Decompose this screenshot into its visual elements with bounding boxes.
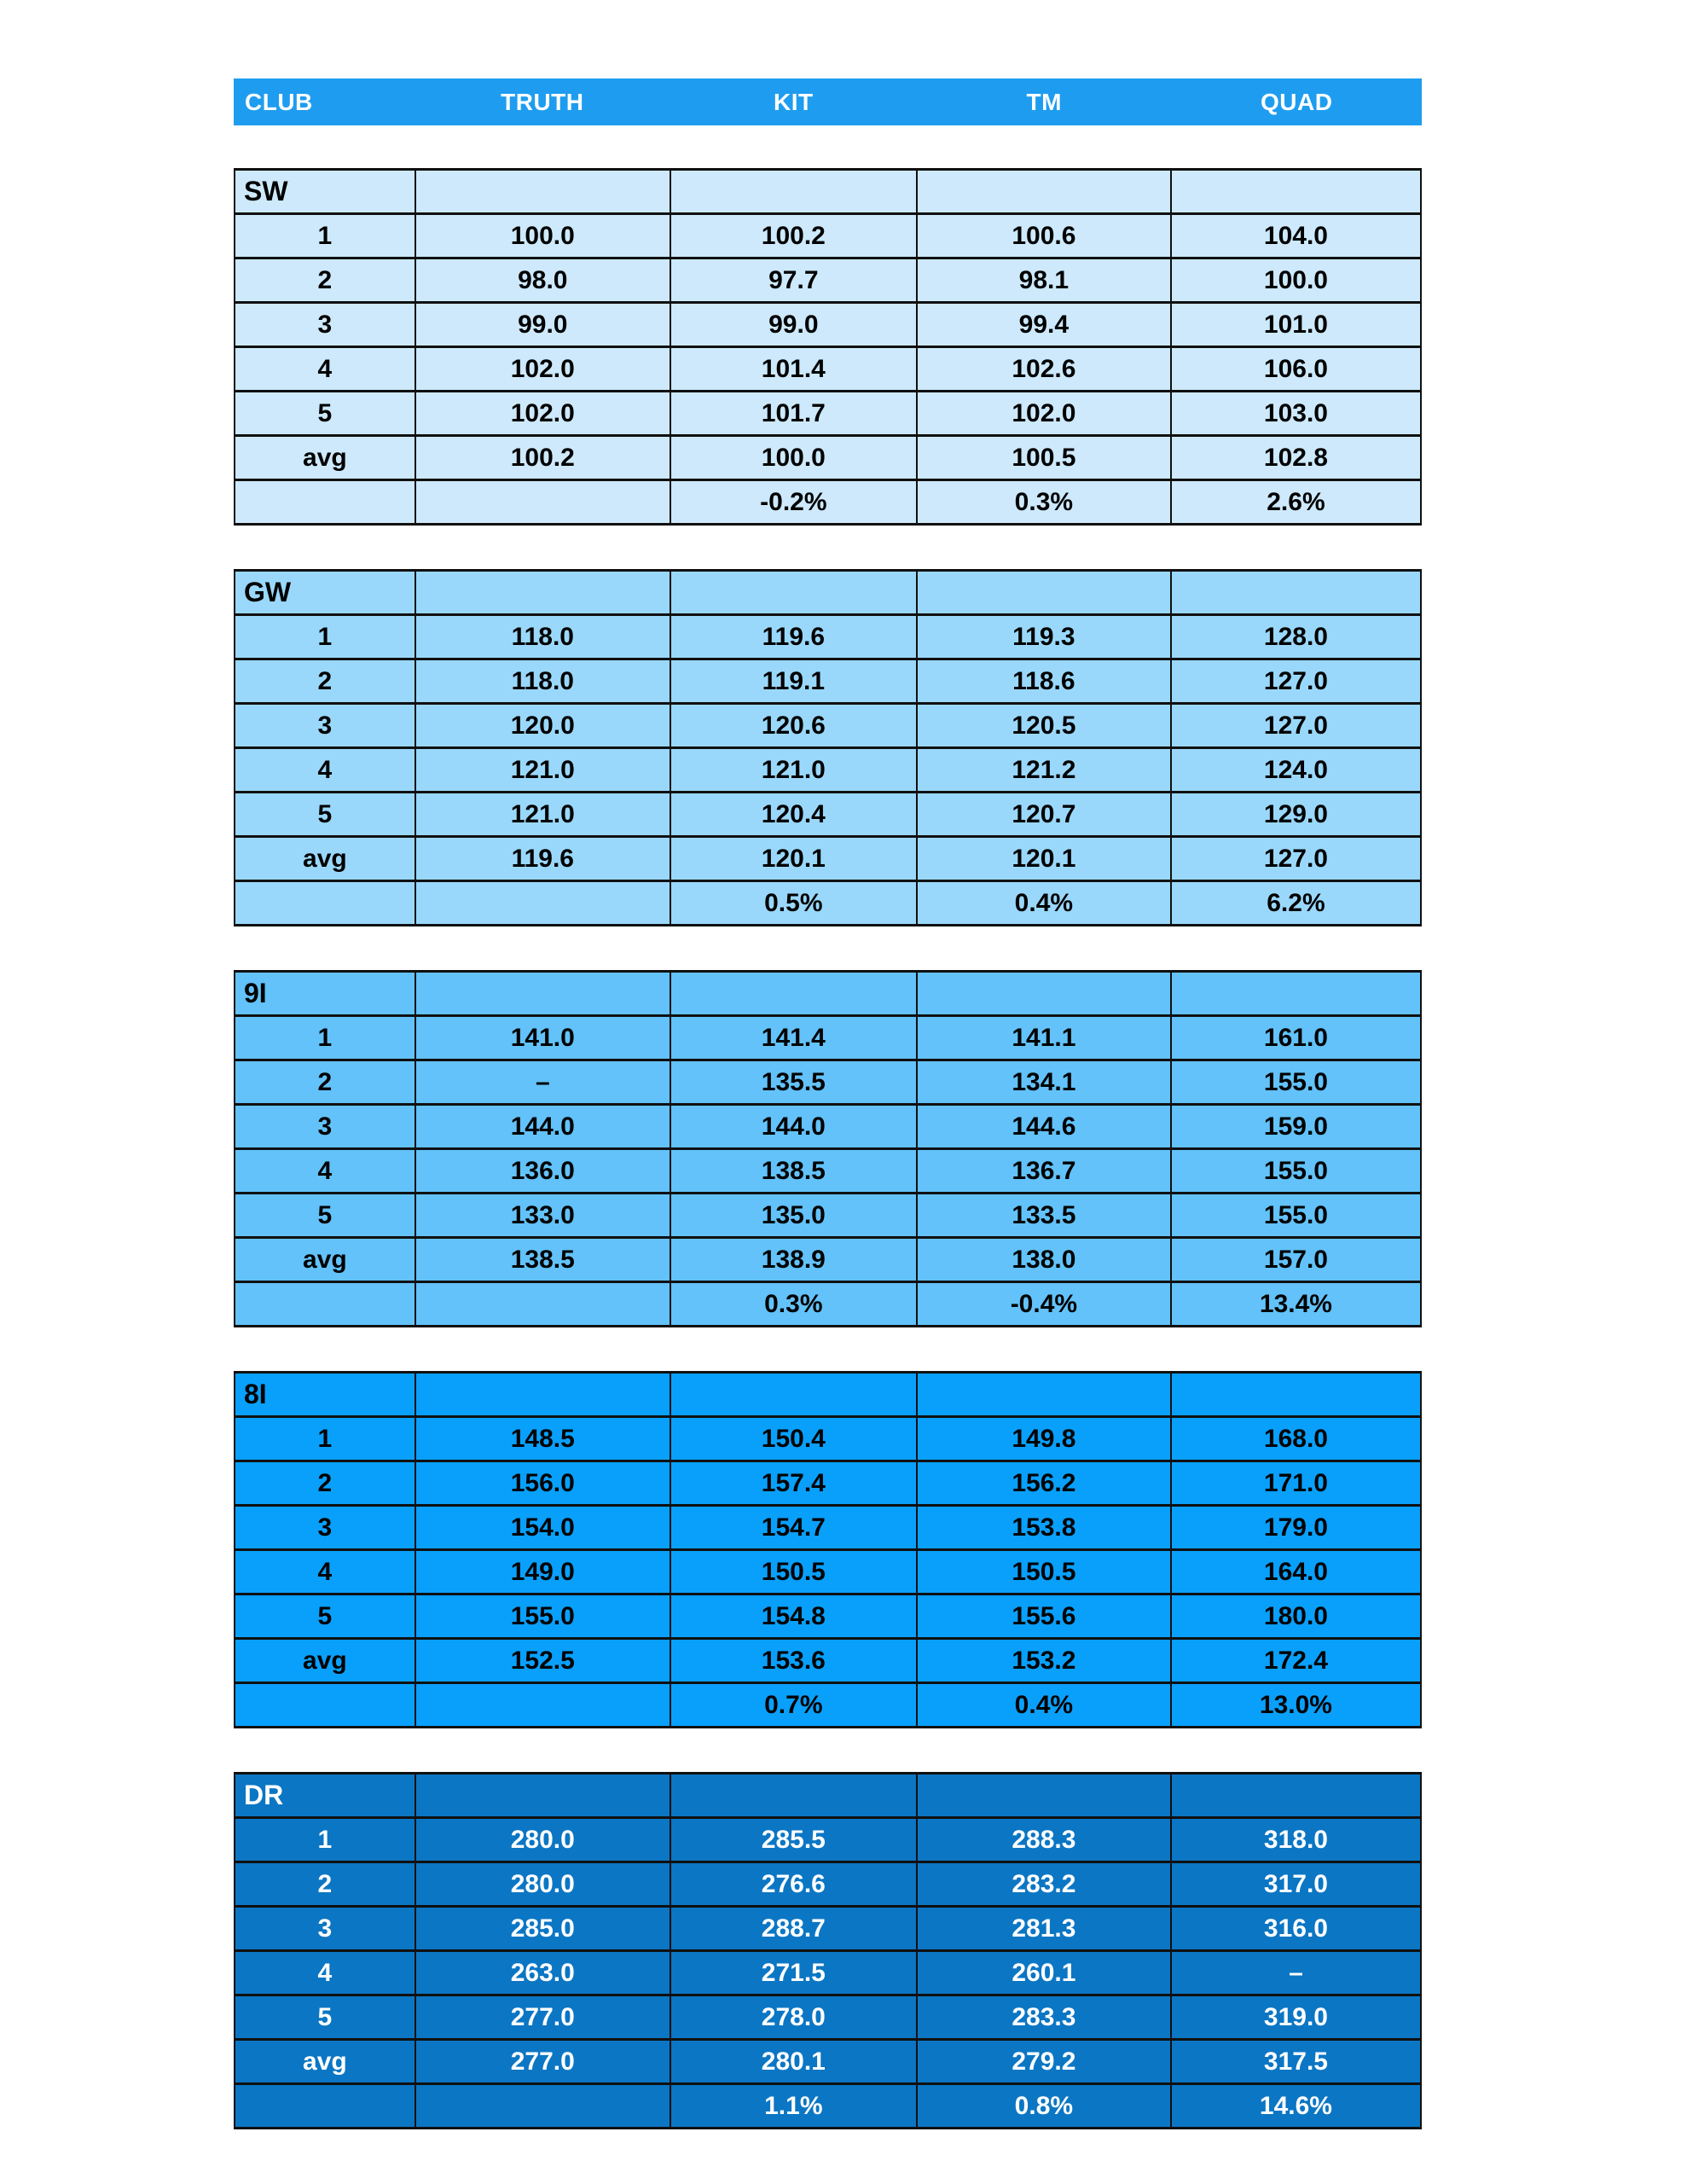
- shot-row: [235, 1995, 1421, 2040]
- club-name-row: [235, 170, 1421, 214]
- truth-value[interactable]: 280.0: [415, 1862, 670, 1907]
- row-label[interactable]: 4: [235, 748, 415, 793]
- truth-value[interactable]: 277.0: [415, 1995, 670, 2040]
- empty-cell[interactable]: [670, 972, 917, 1016]
- tm-value[interactable]: 136.7: [917, 1149, 1171, 1194]
- truth-value[interactable]: –: [415, 1060, 670, 1105]
- truth-value[interactable]: 121.0: [415, 748, 670, 793]
- row-label[interactable]: 3: [235, 1907, 415, 1951]
- tm-value[interactable]: 283.2: [917, 1862, 1171, 1907]
- quad-value[interactable]: 172.4: [1171, 1639, 1421, 1683]
- shot-row: [235, 1907, 1421, 1951]
- quad-percent[interactable]: 13.0%: [1171, 1683, 1421, 1728]
- shot-row: [235, 793, 1421, 837]
- empty-cell[interactable]: [1171, 1774, 1421, 1818]
- quad-value[interactable]: 161.0: [1171, 1016, 1421, 1060]
- percent-row: [235, 2084, 1421, 2129]
- empty-cell[interactable]: [1171, 170, 1421, 214]
- empty-cell[interactable]: [917, 1373, 1171, 1417]
- sheet-content: [234, 78, 1422, 2129]
- row-label[interactable]: 4: [235, 1550, 415, 1594]
- avg-row: [235, 1238, 1421, 1282]
- truth-value[interactable]: 155.0: [415, 1594, 670, 1639]
- row-label[interactable]: 4: [235, 347, 415, 392]
- kit-value[interactable]: 144.0: [670, 1105, 917, 1149]
- club-label[interactable]: SW: [235, 170, 415, 214]
- truth-value[interactable]: 102.0: [415, 392, 670, 436]
- empty-cell[interactable]: [235, 1683, 415, 1728]
- tm-value[interactable]: 283.3: [917, 1995, 1171, 2040]
- shot-row: [235, 1105, 1421, 1149]
- kit-value[interactable]: 280.1: [670, 2040, 917, 2084]
- kit-value[interactable]: 154.8: [670, 1594, 917, 1639]
- row-label[interactable]: avg: [235, 2040, 415, 2084]
- kit-value[interactable]: 135.5: [670, 1060, 917, 1105]
- percent-row: [235, 1282, 1421, 1327]
- tm-value[interactable]: 288.3: [917, 1818, 1171, 1862]
- row-label[interactable]: 3: [235, 1506, 415, 1550]
- truth-value[interactable]: 98.0: [415, 258, 670, 303]
- truth-value[interactable]: 285.0: [415, 1907, 670, 1951]
- column-header-tm[interactable]: TM: [1026, 88, 1062, 115]
- avg-row: [235, 837, 1421, 881]
- empty-cell[interactable]: [415, 1282, 670, 1327]
- truth-value[interactable]: 152.5: [415, 1639, 670, 1683]
- empty-cell[interactable]: [670, 571, 917, 615]
- kit-value[interactable]: 154.7: [670, 1506, 917, 1550]
- empty-cell[interactable]: [917, 170, 1171, 214]
- quad-value[interactable]: 124.0: [1171, 748, 1421, 793]
- empty-cell[interactable]: [1171, 972, 1421, 1016]
- kit-value[interactable]: 119.6: [670, 615, 917, 659]
- kit-value[interactable]: 120.6: [670, 704, 917, 748]
- quad-value[interactable]: 159.0: [1171, 1105, 1421, 1149]
- shot-row: [235, 1060, 1421, 1105]
- tm-value[interactable]: 133.5: [917, 1194, 1171, 1238]
- empty-cell[interactable]: [415, 480, 670, 525]
- tm-value[interactable]: 153.2: [917, 1639, 1171, 1683]
- club-label[interactable]: DR: [235, 1774, 415, 1818]
- quad-percent[interactable]: 14.6%: [1171, 2084, 1421, 2129]
- row-label[interactable]: 1: [235, 1016, 415, 1060]
- shot-row: [235, 659, 1421, 704]
- kit-value[interactable]: 120.4: [670, 793, 917, 837]
- quad-value[interactable]: 164.0: [1171, 1550, 1421, 1594]
- quad-value[interactable]: 155.0: [1171, 1060, 1421, 1105]
- tm-value[interactable]: 100.6: [917, 214, 1171, 258]
- truth-value[interactable]: 99.0: [415, 303, 670, 347]
- quad-value[interactable]: 318.0: [1171, 1818, 1421, 1862]
- quad-value[interactable]: 129.0: [1171, 793, 1421, 837]
- tm-value[interactable]: 120.7: [917, 793, 1171, 837]
- empty-cell[interactable]: [670, 170, 917, 214]
- kit-value[interactable]: 150.4: [670, 1417, 917, 1461]
- kit-value[interactable]: 99.0: [670, 303, 917, 347]
- row-label[interactable]: 3: [235, 303, 415, 347]
- shot-row: [235, 1818, 1421, 1862]
- row-label[interactable]: 3: [235, 1105, 415, 1149]
- club-label[interactable]: GW: [235, 571, 415, 615]
- club-name-row: [235, 1774, 1421, 1818]
- kit-percent[interactable]: 1.1%: [670, 2084, 917, 2129]
- quad-value[interactable]: 127.0: [1171, 659, 1421, 704]
- empty-cell[interactable]: [415, 170, 670, 214]
- tm-percent[interactable]: 0.3%: [917, 480, 1171, 525]
- truth-value[interactable]: 148.5: [415, 1417, 670, 1461]
- quad-value[interactable]: 103.0: [1171, 392, 1421, 436]
- shot-row: [235, 1506, 1421, 1550]
- kit-value[interactable]: 135.0: [670, 1194, 917, 1238]
- avg-row: [235, 436, 1421, 480]
- quad-value[interactable]: 155.0: [1171, 1149, 1421, 1194]
- shot-row: [235, 1417, 1421, 1461]
- club-table-9i: [234, 970, 1422, 1327]
- club-label[interactable]: 8I: [235, 1373, 415, 1417]
- empty-cell[interactable]: [1171, 1373, 1421, 1417]
- empty-cell[interactable]: [670, 1774, 917, 1818]
- shot-row: [235, 347, 1421, 392]
- empty-cell[interactable]: [235, 480, 415, 525]
- row-label[interactable]: 1: [235, 1818, 415, 1862]
- shot-row: [235, 1594, 1421, 1639]
- kit-value[interactable]: 138.5: [670, 1149, 917, 1194]
- tm-value[interactable]: 120.1: [917, 837, 1171, 881]
- column-header-quad[interactable]: QUAD: [1261, 88, 1333, 115]
- kit-value[interactable]: 285.5: [670, 1818, 917, 1862]
- quad-value[interactable]: 155.0: [1171, 1194, 1421, 1238]
- row-label[interactable]: avg: [235, 1238, 415, 1282]
- truth-value[interactable]: 156.0: [415, 1461, 670, 1506]
- shot-row: [235, 1461, 1421, 1506]
- percent-row: [235, 881, 1421, 926]
- kit-percent[interactable]: 0.5%: [670, 881, 917, 926]
- quad-value[interactable]: 317.5: [1171, 2040, 1421, 2084]
- shot-row: [235, 1149, 1421, 1194]
- quad-value[interactable]: 102.8: [1171, 436, 1421, 480]
- tm-value[interactable]: 141.1: [917, 1016, 1171, 1060]
- empty-cell[interactable]: [415, 1774, 670, 1818]
- truth-value[interactable]: 280.0: [415, 1818, 670, 1862]
- quad-value[interactable]: 180.0: [1171, 1594, 1421, 1639]
- club-tables: [234, 168, 1422, 2129]
- tm-value[interactable]: 100.5: [917, 436, 1171, 480]
- truth-value[interactable]: 263.0: [415, 1951, 670, 1995]
- truth-value[interactable]: 277.0: [415, 2040, 670, 2084]
- row-label[interactable]: 5: [235, 1995, 415, 2040]
- club-label[interactable]: 9I: [235, 972, 415, 1016]
- row-label[interactable]: 5: [235, 1194, 415, 1238]
- tm-value[interactable]: 99.4: [917, 303, 1171, 347]
- tm-value[interactable]: 121.2: [917, 748, 1171, 793]
- quad-value[interactable]: 319.0: [1171, 1995, 1421, 2040]
- quad-value[interactable]: 168.0: [1171, 1417, 1421, 1461]
- kit-value[interactable]: 288.7: [670, 1907, 917, 1951]
- row-label[interactable]: 1: [235, 615, 415, 659]
- tm-value[interactable]: 134.1: [917, 1060, 1171, 1105]
- tm-value[interactable]: 149.8: [917, 1417, 1171, 1461]
- tm-value[interactable]: 153.8: [917, 1506, 1171, 1550]
- empty-cell[interactable]: [415, 1373, 670, 1417]
- club-name-row: [235, 1373, 1421, 1417]
- truth-value[interactable]: 120.0: [415, 704, 670, 748]
- truth-value[interactable]: 100.0: [415, 214, 670, 258]
- shot-row: [235, 392, 1421, 436]
- kit-percent[interactable]: 0.3%: [670, 1282, 917, 1327]
- kit-value[interactable]: 278.0: [670, 1995, 917, 2040]
- quad-value[interactable]: 317.0: [1171, 1862, 1421, 1907]
- tm-value[interactable]: 119.3: [917, 615, 1171, 659]
- tm-value[interactable]: 156.2: [917, 1461, 1171, 1506]
- row-label[interactable]: 2: [235, 1461, 415, 1506]
- tm-value[interactable]: 155.6: [917, 1594, 1171, 1639]
- row-label[interactable]: 3: [235, 704, 415, 748]
- shot-row: [235, 1194, 1421, 1238]
- quad-value[interactable]: 127.0: [1171, 837, 1421, 881]
- empty-cell[interactable]: [670, 1373, 917, 1417]
- row-label[interactable]: 5: [235, 1594, 415, 1639]
- empty-cell[interactable]: [235, 1282, 415, 1327]
- shot-row: [235, 615, 1421, 659]
- shot-row: [235, 1550, 1421, 1594]
- quad-percent[interactable]: 2.6%: [1171, 480, 1421, 525]
- row-label[interactable]: avg: [235, 837, 415, 881]
- empty-cell[interactable]: [917, 1774, 1171, 1818]
- quad-value[interactable]: 128.0: [1171, 615, 1421, 659]
- club-name-row: [235, 571, 1421, 615]
- percent-row: [235, 1683, 1421, 1728]
- tm-percent[interactable]: -0.4%: [917, 1282, 1171, 1327]
- kit-value[interactable]: 97.7: [670, 258, 917, 303]
- kit-value[interactable]: 101.4: [670, 347, 917, 392]
- club-table-sw: [234, 168, 1422, 526]
- truth-value[interactable]: 133.0: [415, 1194, 670, 1238]
- row-label[interactable]: 2: [235, 659, 415, 704]
- quad-value[interactable]: 127.0: [1171, 704, 1421, 748]
- column-header-kit[interactable]: KIT: [773, 88, 814, 115]
- column-header-row: [234, 78, 1422, 125]
- row-label[interactable]: 1: [235, 1417, 415, 1461]
- empty-cell[interactable]: [415, 571, 670, 615]
- kit-value[interactable]: 138.9: [670, 1238, 917, 1282]
- club-name-row: [235, 972, 1421, 1016]
- tm-value[interactable]: 120.5: [917, 704, 1171, 748]
- empty-cell[interactable]: [235, 881, 415, 926]
- column-header-truth[interactable]: TRUTH: [501, 88, 584, 115]
- row-label[interactable]: 2: [235, 1060, 415, 1105]
- row-label[interactable]: avg: [235, 436, 415, 480]
- truth-value[interactable]: 149.0: [415, 1550, 670, 1594]
- shot-row: [235, 1862, 1421, 1907]
- shot-row: [235, 258, 1421, 303]
- kit-value[interactable]: 150.5: [670, 1550, 917, 1594]
- shot-row: [235, 748, 1421, 793]
- row-label[interactable]: 5: [235, 392, 415, 436]
- kit-percent[interactable]: -0.2%: [670, 480, 917, 525]
- avg-row: [235, 1639, 1421, 1683]
- shot-row: [235, 1016, 1421, 1060]
- row-label[interactable]: 2: [235, 1862, 415, 1907]
- empty-cell[interactable]: [917, 972, 1171, 1016]
- quad-value[interactable]: 171.0: [1171, 1461, 1421, 1506]
- empty-cell[interactable]: [1171, 571, 1421, 615]
- truth-value[interactable]: 141.0: [415, 1016, 670, 1060]
- tm-value[interactable]: 102.6: [917, 347, 1171, 392]
- tm-value[interactable]: 102.0: [917, 392, 1171, 436]
- quad-value[interactable]: 101.0: [1171, 303, 1421, 347]
- truth-value[interactable]: 119.6: [415, 837, 670, 881]
- tm-percent[interactable]: 0.8%: [917, 2084, 1171, 2129]
- quad-value[interactable]: 316.0: [1171, 1907, 1421, 1951]
- empty-cell[interactable]: [917, 571, 1171, 615]
- tm-value[interactable]: 138.0: [917, 1238, 1171, 1282]
- tm-percent[interactable]: 0.4%: [917, 1683, 1171, 1728]
- tm-value[interactable]: 150.5: [917, 1550, 1171, 1594]
- quad-value[interactable]: –: [1171, 1951, 1421, 1995]
- avg-row: [235, 2040, 1421, 2084]
- row-label[interactable]: 2: [235, 258, 415, 303]
- kit-value[interactable]: 157.4: [670, 1461, 917, 1506]
- shot-row: [235, 303, 1421, 347]
- club-table-8i: [234, 1371, 1422, 1728]
- kit-value[interactable]: 121.0: [670, 748, 917, 793]
- tm-percent[interactable]: 0.4%: [917, 881, 1171, 926]
- truth-value[interactable]: 154.0: [415, 1506, 670, 1550]
- quad-value[interactable]: 179.0: [1171, 1506, 1421, 1550]
- empty-cell[interactable]: [415, 1683, 670, 1728]
- empty-cell[interactable]: [235, 2084, 415, 2129]
- quad-percent[interactable]: 6.2%: [1171, 881, 1421, 926]
- quad-value[interactable]: 104.0: [1171, 214, 1421, 258]
- shot-row: [235, 704, 1421, 748]
- club-table-gw: [234, 569, 1422, 926]
- quad-value[interactable]: 157.0: [1171, 1238, 1421, 1282]
- tm-value[interactable]: 98.1: [917, 258, 1171, 303]
- tm-value[interactable]: 281.3: [917, 1907, 1171, 1951]
- club-table-dr: [234, 1772, 1422, 2129]
- kit-value[interactable]: 101.7: [670, 392, 917, 436]
- kit-value[interactable]: 100.2: [670, 214, 917, 258]
- tm-value[interactable]: 144.6: [917, 1105, 1171, 1149]
- column-header-club[interactable]: CLUB: [245, 88, 313, 115]
- kit-value[interactable]: 276.6: [670, 1862, 917, 1907]
- empty-cell[interactable]: [415, 2084, 670, 2129]
- truth-value[interactable]: 138.5: [415, 1238, 670, 1282]
- quad-value[interactable]: 100.0: [1171, 258, 1421, 303]
- percent-row: [235, 480, 1421, 525]
- row-label[interactable]: avg: [235, 1639, 415, 1683]
- truth-value[interactable]: 102.0: [415, 347, 670, 392]
- truth-value[interactable]: 118.0: [415, 615, 670, 659]
- row-label[interactable]: 5: [235, 793, 415, 837]
- column-header-bar: [234, 78, 1422, 125]
- truth-value[interactable]: 121.0: [415, 793, 670, 837]
- row-label[interactable]: 4: [235, 1951, 415, 1995]
- kit-value[interactable]: 153.6: [670, 1639, 917, 1683]
- empty-cell[interactable]: [415, 881, 670, 926]
- truth-value[interactable]: 136.0: [415, 1149, 670, 1194]
- kit-value[interactable]: 119.1: [670, 659, 917, 704]
- kit-value[interactable]: 120.1: [670, 837, 917, 881]
- truth-value[interactable]: 118.0: [415, 659, 670, 704]
- truth-value[interactable]: 100.2: [415, 436, 670, 480]
- quad-percent[interactable]: 13.4%: [1171, 1282, 1421, 1327]
- row-label[interactable]: 1: [235, 214, 415, 258]
- row-label[interactable]: 4: [235, 1149, 415, 1194]
- tm-value[interactable]: 279.2: [917, 2040, 1171, 2084]
- quad-value[interactable]: 106.0: [1171, 347, 1421, 392]
- kit-value[interactable]: 100.0: [670, 436, 917, 480]
- kit-percent[interactable]: 0.7%: [670, 1683, 917, 1728]
- kit-value[interactable]: 271.5: [670, 1951, 917, 1995]
- tm-value[interactable]: 260.1: [917, 1951, 1171, 1995]
- shot-row: [235, 1951, 1421, 1995]
- shot-row: [235, 214, 1421, 258]
- kit-value[interactable]: 141.4: [670, 1016, 917, 1060]
- truth-value[interactable]: 144.0: [415, 1105, 670, 1149]
- empty-cell[interactable]: [415, 972, 670, 1016]
- tm-value[interactable]: 118.6: [917, 659, 1171, 704]
